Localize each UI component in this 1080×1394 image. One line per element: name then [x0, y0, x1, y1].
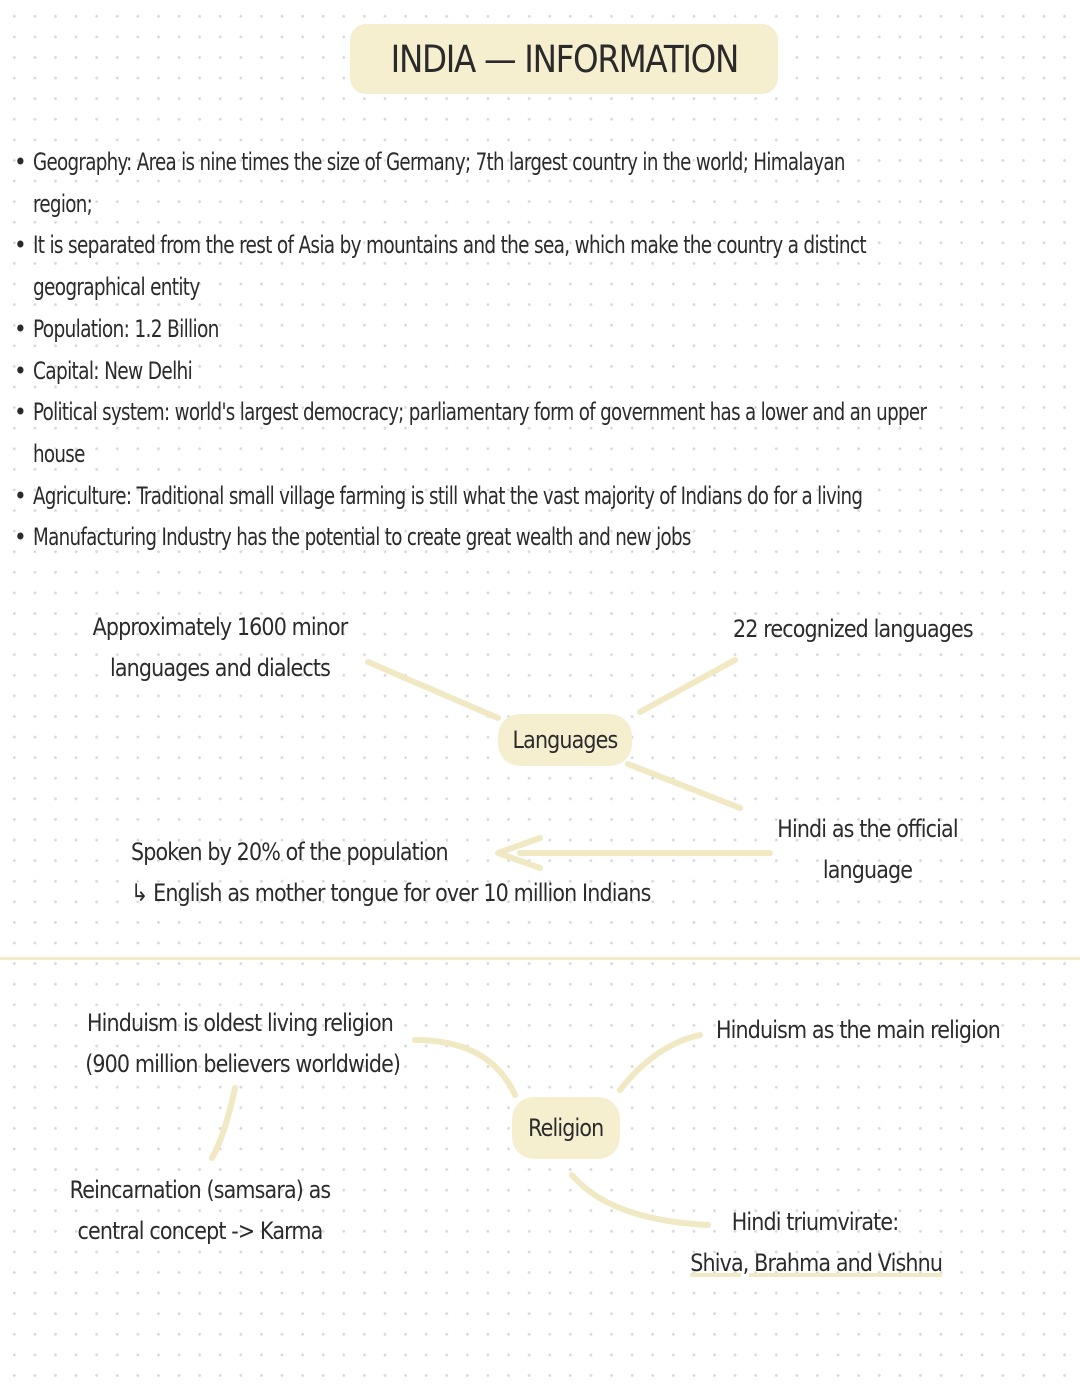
bullet-text: Agriculture: Traditional small village farming is still what the vast majority of Indians do for a living [33, 481, 863, 510]
note-line: language [822, 856, 913, 884]
languages-recognized-note: 22 recognized languages [733, 615, 973, 643]
languages-english-note [131, 832, 735, 914]
bullet-text: Geography: Area is nine times the size of Germany; 7th largest country in the world; Himalayan region; [33, 148, 845, 218]
note-line: Approximately 1600 minor [92, 613, 348, 641]
section-divider [0, 957, 1080, 960]
bullet-dot-icon: • [14, 398, 26, 427]
religion-main-note: Hinduism as the main religion [716, 1016, 1001, 1044]
bullet-dot-icon: • [14, 356, 26, 385]
connector-line [368, 662, 498, 718]
note-line: central concept -> Karma [77, 1217, 323, 1245]
languages-label: Languages [512, 726, 618, 754]
connector-line [640, 660, 735, 712]
note-line: Spoken by 20% of the population [131, 838, 448, 866]
note-line: Shiva, Brahma and Vishnu [690, 1249, 943, 1277]
page-title: INDIA — INFORMATION [390, 37, 738, 81]
religion-node [512, 1097, 620, 1159]
religion-triumvirate-note [670, 1202, 960, 1284]
connector-line [212, 1088, 235, 1158]
languages-minor-note [70, 607, 370, 689]
note-line: Hinduism is oldest living religion [87, 1009, 393, 1037]
bullet-dot-icon: • [14, 481, 26, 510]
note-line: Hindi as the official [777, 815, 958, 843]
bullet-dot-icon: • [14, 231, 26, 260]
languages-hindi-note [740, 809, 995, 891]
note-line: Reincarnation (samsara) as [69, 1176, 331, 1204]
bullet-text: Manufacturing Industry has the potential to create great wealth and new jobs [33, 523, 691, 552]
connector-line [620, 1035, 700, 1090]
bullet-text: Political system: world's largest democracy; parliamentary form of government has a lower and an upper house [33, 398, 927, 468]
note-line: ↳ English as mother tongue for over 10 million Indians [131, 879, 651, 907]
languages-node [498, 714, 632, 766]
religion-oldest-note [60, 1003, 420, 1085]
note-line: (900 million believers worldwide) [85, 1050, 401, 1078]
bullet-dot-icon: • [14, 148, 26, 176]
connector-line [628, 764, 740, 808]
bullet-text: It is separated from the rest of Asia by mountains and the sea, which make the country a distinct geographical entity [33, 231, 866, 302]
bullet-text: Capital: New Delhi [33, 356, 193, 385]
connector-line [415, 1040, 515, 1095]
religion-label: Religion [528, 1114, 604, 1142]
note-line: Hindi triumvirate: [731, 1208, 899, 1236]
bullet-dot-icon: • [14, 523, 26, 552]
bullet-dot-icon: • [14, 314, 26, 343]
religion-reincarnation-note [45, 1170, 355, 1252]
note-line: languages and dialects [110, 654, 330, 682]
bullet-text: Population: 1.2 Billion [33, 314, 219, 343]
